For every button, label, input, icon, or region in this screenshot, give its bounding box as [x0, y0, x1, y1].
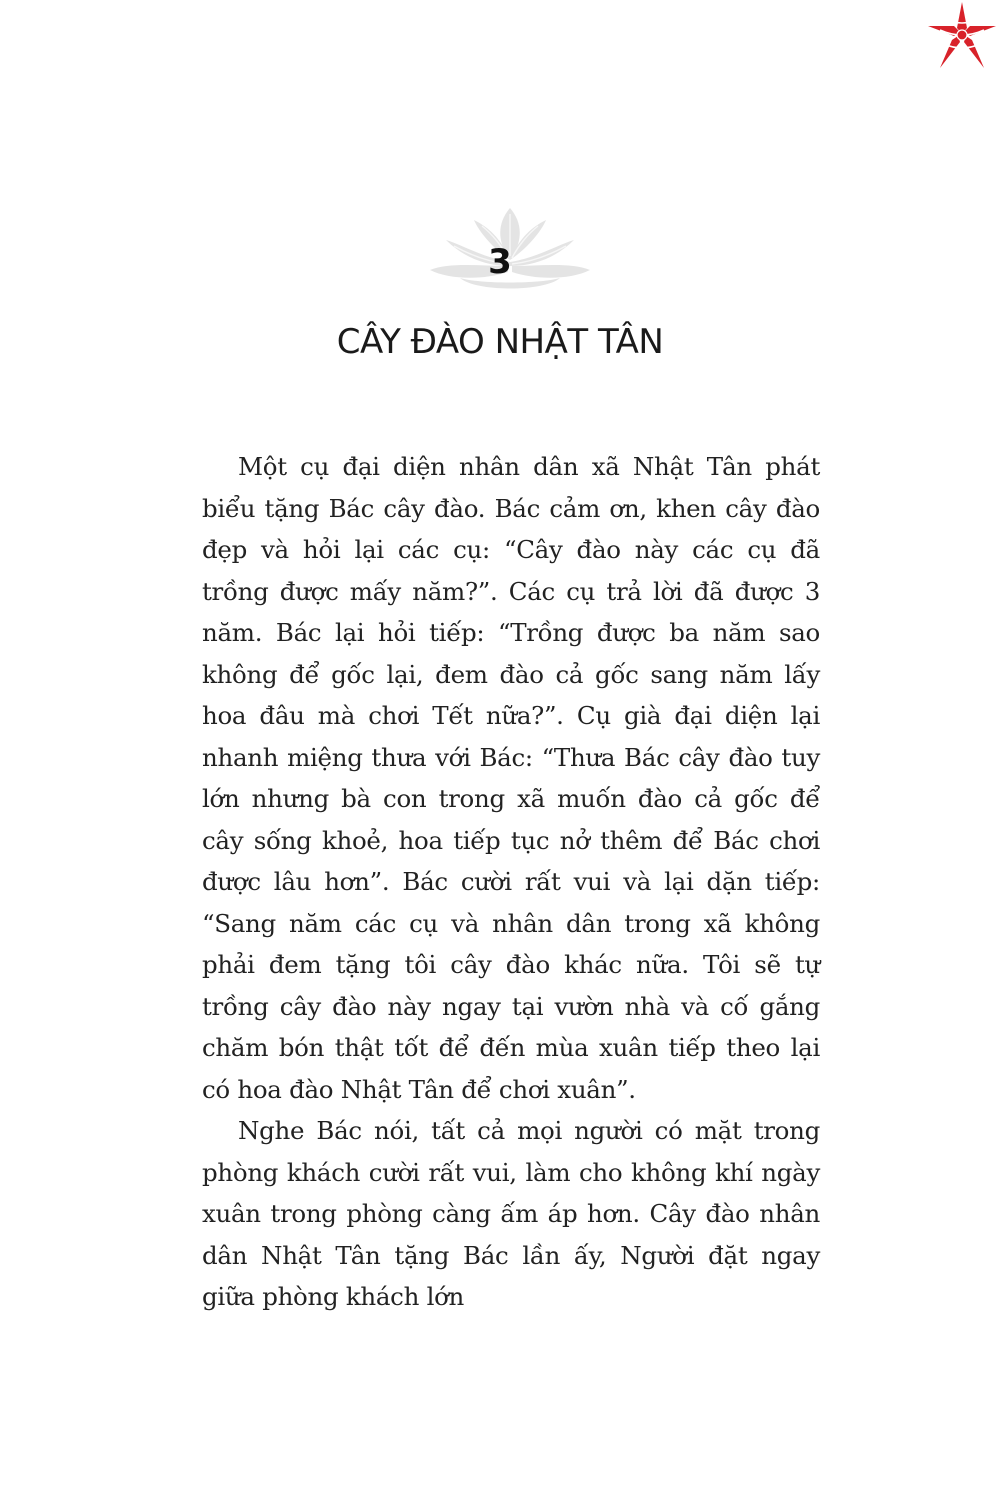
body-text	[202, 446, 820, 1318]
publisher-logo-icon	[926, 0, 998, 72]
paragraph: Một cụ đại diện nhân dân xã Nhật Tân phát biểu tặng Bác cây đào. Bác cảm ơn, khen cây đào đẹp và hỏi lại các cụ: “Cây đào này các cụ đã trồng được mấy năm?”. Các cụ trả lời đã được 3 năm. Bác lại hỏi tiếp: “Trồng được ba năm sao không để gốc lại, đem đào cả gốc sang năm lấy hoa đâu mà chơi Tết nữa?”. Cụ già đại diện lại nhanh miệng thưa với Bác: “Thưa Bác cây đào tuy lớn nhưng bà con trong xã muốn đào cả gốc để cây sống khoẻ, hoa tiếp tục nở thêm để Bác chơi được lâu hơn”. Bác cười rất vui và lại dặn tiếp: “Sang năm các cụ và nhân dân trong xã không phải đem tặng tôi cây đào khác nữa. Tôi sẽ tự trồng cây đào này ngay tại vườn nhà và cố gắng chăm bón thật tốt để đến mùa xuân tiếp theo lại có hoa đào Nhật Tân để chơi xuân”.	[202, 452, 820, 1104]
chapter-title: CÂY ĐÀO NHẬT TÂN	[336, 322, 664, 362]
paragraph: Nghe Bác nói, tất cả mọi người có mặt trong phòng khách cười rất vui, làm cho không khí ngày xuân trong phòng càng ấm áp hơn. Cây đào nhân dân Nhật Tân tặng Bác lần ấy, Người đặt ngay giữa phòng khách lớn	[202, 1116, 820, 1311]
chapter-number: 3	[488, 242, 512, 282]
